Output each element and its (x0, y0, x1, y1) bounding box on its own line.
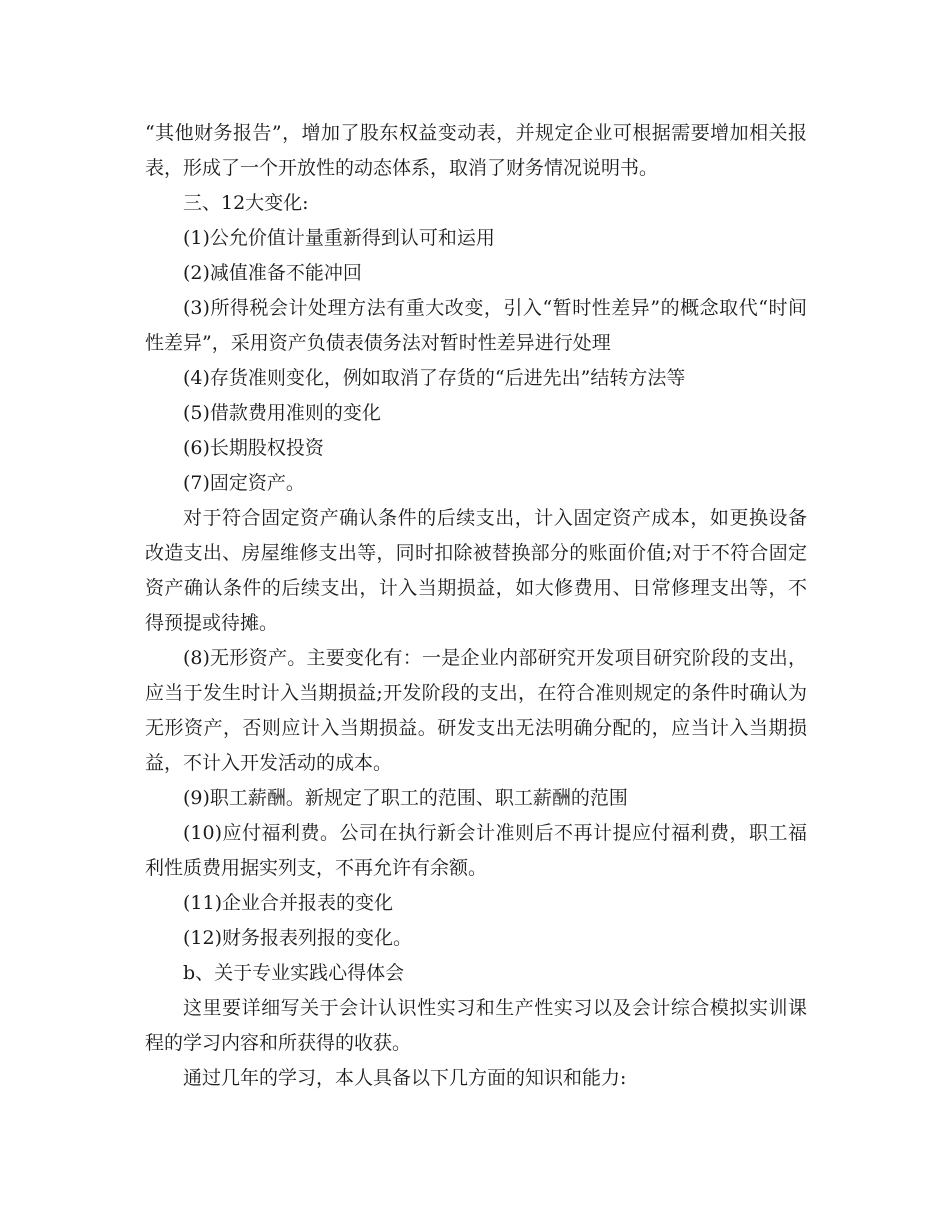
list-item-equity-investment: (6)长期股权投资 (183, 437, 324, 459)
list-item-inventory: (4)存货准则变化，例如取消了存货的“后进先出”结转方法等 (183, 367, 686, 389)
list-item-intangible-assets: (8)无形资产。主要变化有：一是企业内部研究开发项目研究阶段的支出，应当于发生时计入当期损益;开发阶段的支出，在符合准则规定的条件时确认为无形资产，否则应计入当期损益。研发支出无法明确分配的，应当计入当期损益，不计入开发活动的成本。 (145, 647, 807, 774)
list-item-borrowing-costs: (5)借款费用准则的变化 (183, 402, 381, 424)
list-item-financial-statement-presentation: (12)财务报表列报的变化。 (183, 927, 413, 949)
list-item-consolidated-statements: (11)企业合并报表的变化 (183, 892, 394, 914)
document-body (145, 116, 807, 1096)
list-item-fixed-assets: (7)固定资产。 (183, 472, 305, 494)
list-item-income-tax: (3)所得税会计处理方法有重大改变，引入“暂时性差异”的概念取代“时间性差异”，采用资产负债表债务法对暂时性差异进行处理 (145, 297, 807, 354)
heading-twelve-changes: 三、12大变化: (183, 192, 309, 214)
paragraph-subsequent-expenditure: 对于符合固定资产确认条件的后续支出，计入固定资产成本，如更换设备改造支出、房屋维修支出等，同时扣除被替换部分的账面价值;对于不符合固定资产确认条件的后续支出，计入当期损益，如大修费用、日常修理支出等，不得预提或待摊。 (145, 507, 807, 634)
paragraph-abilities-intro: 通过几年的学习，本人具备以下几方面的知识和能力: (183, 1067, 627, 1089)
section-heading-practice: b、关于专业实践心得体会 (183, 962, 405, 984)
paragraph-practice-details: 这里要详细写关于会计认识性实习和生产性实习以及会计综合模拟实训课程的学习内容和所获得的收获。 (145, 997, 807, 1054)
paragraph-other-reports: “其他财务报告”，增加了股东权益变动表，并规定企业可根据需要增加相关报表，形成了一个开放性的动态体系，取消了财务情况说明书。 (145, 122, 807, 179)
list-item-employee-compensation: (9)职工薪酬。新规定了职工的范围、职工薪酬的范围 (183, 787, 628, 809)
list-item-fair-value: (1)公允价值计量重新得到认可和运用 (183, 227, 495, 249)
list-item-welfare-payable: (10)应付福利费。公司在执行新会计准则后不再计提应付福利费，职工福利性质费用据实列支，不再允许有余额。 (145, 822, 807, 879)
list-item-impairment: (2)减值准备不能冲回 (183, 262, 362, 284)
